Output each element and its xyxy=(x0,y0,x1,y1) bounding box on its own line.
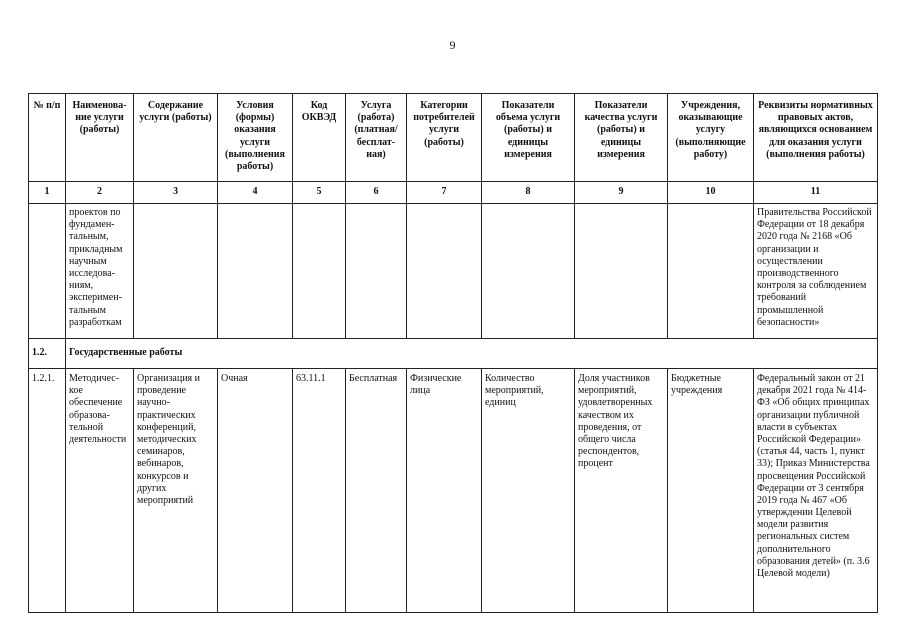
table-header-row xyxy=(29,94,878,182)
table-row xyxy=(29,369,878,613)
item-number: 1.2.1. xyxy=(29,369,66,613)
table-cell xyxy=(29,204,66,339)
okved-code: 63.11.1 xyxy=(293,369,346,613)
header-cell: Категории потребителей услуги (работы) xyxy=(407,94,482,182)
table-cell xyxy=(346,204,407,339)
column-number: 5 xyxy=(293,182,346,204)
header-cell: Показатели качества услуги (работы) и единицы измерения xyxy=(575,94,668,182)
section-number: 1.2. xyxy=(29,339,66,369)
section-title: Государственные работы xyxy=(66,339,878,369)
column-number: 3 xyxy=(134,182,218,204)
header-cell: Условия (формы) оказания услуги (выполнения работы) xyxy=(218,94,293,182)
column-number-row xyxy=(29,182,878,204)
header-cell: Показатели объема услуги (работы) и единицы измерения xyxy=(482,94,575,182)
column-number: 6 xyxy=(346,182,407,204)
table-cell xyxy=(218,204,293,339)
legal-basis: Федеральный закон от 21 декабря 2021 года № 414-ФЗ «Об общих принципах организации публичной власти в субъектах Российской Федерации» (статья 44, часть 1, пункт 33); Приказ Министерства просвещения Российской Федерации от 3 сентября 2019 года № 467 «Об утверждении Целевой модели развития региональных систем дополнительного образования детей» (п. 3.6 Целевой модели) xyxy=(754,369,878,613)
header-cell: Код ОКВЭД xyxy=(293,94,346,182)
service-form: Очная xyxy=(218,369,293,613)
consumer-category: Физические лица xyxy=(407,369,482,613)
column-number: 9 xyxy=(575,182,668,204)
header-cell: Наименова-ние услуги (работы) xyxy=(66,94,134,182)
header-cell: Реквизиты нормативных правовых актов, являющихся основанием для оказания услуги (выполнения работы) xyxy=(754,94,878,182)
header-cell: Учреждения, оказывающие услугу (выполняющие работу) xyxy=(668,94,754,182)
header-cell: Содержание услуги (работы) xyxy=(134,94,218,182)
header-cell: № п/п xyxy=(29,94,66,182)
institution-type: Бюджетные учреждения xyxy=(668,369,754,613)
column-number: 7 xyxy=(407,182,482,204)
payment-type: Бесплатная xyxy=(346,369,407,613)
page-number: 9 xyxy=(449,38,456,52)
legal-basis-continuation: Правительства Российской Федерации от 18 декабря 2020 года № 2168 «Об организации и осуществлении производственного контроля за соблюдением требований промышленной безопасности» xyxy=(754,204,878,339)
service-content: Организация и проведение научно-практических конференций, методических семинаров, вебинаров, конкурсов и других мероприятий xyxy=(134,369,218,613)
column-number: 8 xyxy=(482,182,575,204)
volume-indicator: Количество мероприятий, единиц xyxy=(482,369,575,613)
table-cell xyxy=(575,204,668,339)
service-name: Методичес-кое обеспечение образова-тельной деятельности xyxy=(66,369,134,613)
services-table xyxy=(28,93,878,613)
section-row xyxy=(29,339,878,369)
column-number: 4 xyxy=(218,182,293,204)
header-cell: Услуга (работа) (платная/ бесплат-ная) xyxy=(346,94,407,182)
column-number: 11 xyxy=(754,182,878,204)
column-number: 2 xyxy=(66,182,134,204)
table-cell xyxy=(134,204,218,339)
quality-indicator: Доля участников мероприятий, удовлетворенных качеством их проведения, от общего числа респондентов, процент xyxy=(575,369,668,613)
table-cell xyxy=(668,204,754,339)
table-cell xyxy=(482,204,575,339)
table-cell xyxy=(293,204,346,339)
service-name-continuation: проектов по фундамен-тальным, прикладным научным исследова-ниям, эксперимен-тальным разработкам xyxy=(66,204,134,339)
column-number: 10 xyxy=(668,182,754,204)
column-number: 1 xyxy=(29,182,66,204)
table-cell xyxy=(407,204,482,339)
table-row-continuation xyxy=(29,204,878,339)
